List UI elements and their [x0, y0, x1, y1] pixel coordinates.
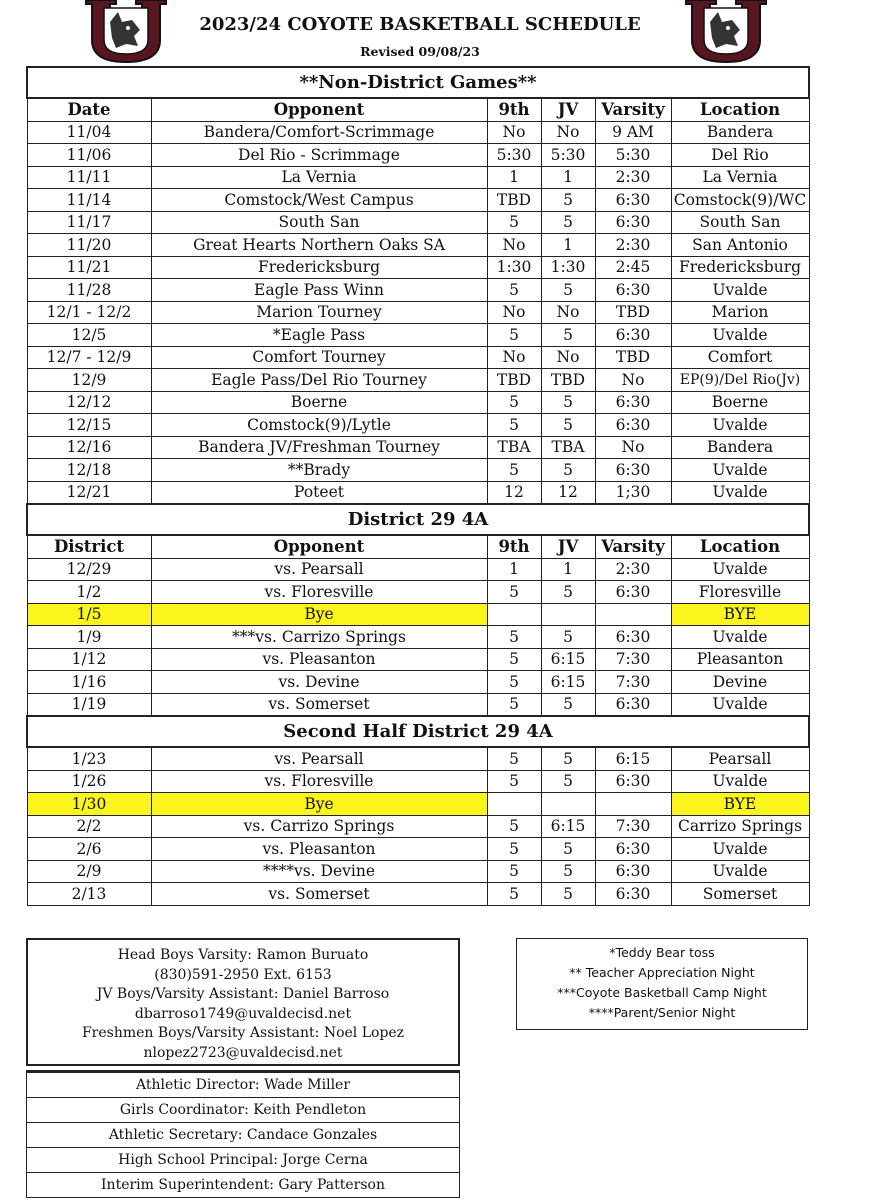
- game-date: 12/12: [27, 391, 151, 414]
- column-header: Varsity: [595, 98, 671, 121]
- game-opponent: vs. Somerset: [151, 883, 487, 906]
- game-varsity-time: 6:30: [595, 324, 671, 347]
- game-row: [27, 860, 809, 883]
- admin-line: Athletic Director: Wade Miller: [27, 1072, 460, 1098]
- game-date: 1/5: [27, 603, 151, 626]
- coach-line: Head Boys Varsity: Ramon Buruato: [117, 947, 369, 963]
- game-jv-time: 5: [541, 581, 595, 604]
- game-jv-time: 5: [541, 279, 595, 302]
- game-varsity-time: 5:30: [595, 144, 671, 167]
- game-location: Uvalde: [671, 414, 809, 437]
- game-varsity-time: 6:30: [595, 838, 671, 861]
- game-location: Uvalde: [671, 558, 809, 581]
- coach-line: dbarroso1749@uvaldecisd.net: [134, 1005, 352, 1022]
- game-9th-time: 5: [487, 211, 541, 234]
- game-location: Fredericksburg: [671, 256, 809, 279]
- column-header: Location: [671, 535, 809, 558]
- game-9th-time: 1: [487, 166, 541, 189]
- game-opponent: Eagle Pass/Del Rio Tourney: [151, 369, 487, 392]
- game-9th-time: 5: [487, 883, 541, 906]
- game-jv-time: 6:15: [541, 815, 595, 838]
- game-opponent: Bye: [151, 793, 487, 816]
- game-varsity-time: No: [595, 436, 671, 459]
- column-header: JV: [541, 535, 595, 558]
- bye-row: [27, 793, 809, 816]
- admin-line: Athletic Secretary: Candace Gonzales: [27, 1123, 460, 1148]
- game-date: 11/06: [27, 144, 151, 167]
- section-title-row: [27, 67, 809, 98]
- game-row: [27, 770, 809, 793]
- game-date: 11/28: [27, 279, 151, 302]
- game-9th-time: 5: [487, 324, 541, 347]
- game-varsity-time: 6:15: [595, 747, 671, 770]
- column-header: Opponent: [151, 98, 487, 121]
- game-opponent: vs. Pleasanton: [151, 648, 487, 671]
- game-jv-time: [541, 603, 595, 626]
- school-logo-left: [82, 0, 170, 64]
- game-varsity-time: 6:30: [595, 211, 671, 234]
- game-opponent: ***vs. Carrizo Springs: [151, 626, 487, 649]
- column-header: 9th: [487, 535, 541, 558]
- game-jv-time: 5: [541, 883, 595, 906]
- game-date: 1/12: [27, 648, 151, 671]
- game-opponent: ****vs. Devine: [151, 860, 487, 883]
- game-9th-time: 5: [487, 747, 541, 770]
- column-header: Location: [671, 98, 809, 121]
- game-varsity-time: 6:30: [595, 626, 671, 649]
- game-location: Pearsall: [671, 747, 809, 770]
- game-jv-time: 5: [541, 459, 595, 482]
- revised-date: Revised 09/08/23: [360, 44, 480, 59]
- game-location: Carrizo Springs: [671, 815, 809, 838]
- game-opponent: Bandera/Comfort-Scrimmage: [151, 121, 487, 144]
- game-location: La Vernia: [671, 166, 809, 189]
- game-9th-time: 5: [487, 815, 541, 838]
- game-9th-time: 5:30: [487, 144, 541, 167]
- game-varsity-time: 7:30: [595, 648, 671, 671]
- game-location: Uvalde: [671, 279, 809, 302]
- game-9th-time: No: [487, 121, 541, 144]
- game-opponent: Comfort Tourney: [151, 346, 487, 369]
- game-9th-time: 1: [487, 558, 541, 581]
- game-varsity-time: 6:30: [595, 883, 671, 906]
- admin-line: High School Principal: Jorge Cerna: [27, 1148, 460, 1173]
- game-location: Comfort: [671, 346, 809, 369]
- admin-line: Girls Coordinator: Keith Pendleton: [27, 1098, 460, 1123]
- game-varsity-time: 6:30: [595, 860, 671, 883]
- game-location: Somerset: [671, 883, 809, 906]
- column-header: JV: [541, 98, 595, 121]
- game-row: [27, 671, 809, 694]
- game-opponent: Fredericksburg: [151, 256, 487, 279]
- game-jv-time: No: [541, 121, 595, 144]
- game-varsity-time: 2:30: [595, 558, 671, 581]
- game-9th-time: 5: [487, 581, 541, 604]
- game-opponent: Marion Tourney: [151, 301, 487, 324]
- column-header-row: [27, 98, 809, 121]
- legend-notes-box: [516, 938, 808, 1030]
- game-date: 1/2: [27, 581, 151, 604]
- game-date: 12/21: [27, 481, 151, 504]
- game-varsity-time: 1;30: [595, 481, 671, 504]
- game-row: [27, 391, 809, 414]
- game-jv-time: 5: [541, 414, 595, 437]
- schedule-table: [26, 66, 810, 906]
- game-date: 1/26: [27, 770, 151, 793]
- game-jv-time: 12: [541, 481, 595, 504]
- game-row: [27, 838, 809, 861]
- game-jv-time: 5: [541, 211, 595, 234]
- game-opponent: Comstock(9)/Lytle: [151, 414, 487, 437]
- game-row: [27, 626, 809, 649]
- game-row: [27, 693, 809, 716]
- game-opponent: Del Rio - Scrimmage: [151, 144, 487, 167]
- game-opponent: vs. Floresville: [151, 770, 487, 793]
- game-row: [27, 279, 809, 302]
- game-jv-time: 1: [541, 166, 595, 189]
- game-location: Boerne: [671, 391, 809, 414]
- game-jv-time: 5: [541, 860, 595, 883]
- game-varsity-time: 6:30: [595, 459, 671, 482]
- game-jv-time: 5: [541, 324, 595, 347]
- game-row: [27, 256, 809, 279]
- game-row: [27, 301, 809, 324]
- game-date: 12/9: [27, 369, 151, 392]
- game-date: 11/21: [27, 256, 151, 279]
- game-varsity-time: 2:30: [595, 166, 671, 189]
- section-title-row: [27, 716, 809, 747]
- game-row: [27, 234, 809, 257]
- game-9th-time: 5: [487, 838, 541, 861]
- game-date: 1/30: [27, 793, 151, 816]
- game-location: EP(9)/Del Rio(Jv): [671, 369, 809, 392]
- game-location: Uvalde: [671, 626, 809, 649]
- game-location: BYE: [671, 603, 809, 626]
- game-jv-time: 5:30: [541, 144, 595, 167]
- game-location: Marion: [671, 301, 809, 324]
- game-location: Uvalde: [671, 693, 809, 716]
- game-9th-time: 5: [487, 391, 541, 414]
- game-location: South San: [671, 211, 809, 234]
- game-date: 2/6: [27, 838, 151, 861]
- coach-line: (830)591-2950 Ext. 6153: [154, 966, 332, 983]
- game-9th-time: 5: [487, 648, 541, 671]
- game-location: Uvalde: [671, 860, 809, 883]
- game-opponent: Great Hearts Northern Oaks SA: [151, 234, 487, 257]
- column-header: Opponent: [151, 535, 487, 558]
- game-varsity-time: [595, 603, 671, 626]
- game-9th-time: 5: [487, 414, 541, 437]
- game-date: 11/11: [27, 166, 151, 189]
- game-row: [27, 324, 809, 347]
- game-date: 12/1 - 12/2: [27, 301, 151, 324]
- game-9th-time: 1:30: [487, 256, 541, 279]
- game-varsity-time: 6:30: [595, 391, 671, 414]
- game-opponent: Bye: [151, 603, 487, 626]
- game-jv-time: No: [541, 346, 595, 369]
- game-varsity-time: 2:45: [595, 256, 671, 279]
- game-jv-time: 5: [541, 747, 595, 770]
- game-jv-time: 6:15: [541, 648, 595, 671]
- game-date: 11/17: [27, 211, 151, 234]
- game-opponent: vs. Pearsall: [151, 558, 487, 581]
- game-varsity-time: 6:30: [595, 279, 671, 302]
- game-varsity-time: TBD: [595, 301, 671, 324]
- game-jv-time: 5: [541, 189, 595, 212]
- game-date: 11/04: [27, 121, 151, 144]
- game-varsity-time: [595, 793, 671, 816]
- game-opponent: vs. Pearsall: [151, 747, 487, 770]
- game-9th-time: [487, 603, 541, 626]
- game-row: [27, 436, 809, 459]
- game-date: 12/16: [27, 436, 151, 459]
- game-jv-time: No: [541, 301, 595, 324]
- bye-row: [27, 603, 809, 626]
- game-date: 2/13: [27, 883, 151, 906]
- game-row: [27, 121, 809, 144]
- game-varsity-time: 7:30: [595, 815, 671, 838]
- game-row: [27, 558, 809, 581]
- game-date: 12/7 - 12/9: [27, 346, 151, 369]
- game-location: Bandera: [671, 436, 809, 459]
- game-location: Pleasanton: [671, 648, 809, 671]
- coach-line: nlopez2723@uvaldecisd.net: [143, 1044, 343, 1061]
- game-9th-time: 5: [487, 459, 541, 482]
- game-9th-time: 5: [487, 279, 541, 302]
- section-title: District 29 4A: [27, 504, 809, 535]
- game-9th-time: 5: [487, 671, 541, 694]
- game-row: [27, 883, 809, 906]
- column-header: 9th: [487, 98, 541, 121]
- game-location: Uvalde: [671, 770, 809, 793]
- game-9th-time: No: [487, 301, 541, 324]
- game-jv-time: 1: [541, 234, 595, 257]
- game-jv-time: 1: [541, 558, 595, 581]
- game-date: 12/15: [27, 414, 151, 437]
- legend-note: ** Teacher Appreciation Night: [569, 965, 755, 980]
- game-opponent: Boerne: [151, 391, 487, 414]
- school-logo-right: [682, 0, 770, 64]
- game-opponent: *Eagle Pass: [151, 324, 487, 347]
- game-varsity-time: No: [595, 369, 671, 392]
- legend-note: ****Parent/Senior Night: [588, 1005, 736, 1020]
- game-opponent: **Brady: [151, 459, 487, 482]
- game-location: BYE: [671, 793, 809, 816]
- game-jv-time: TBA: [541, 436, 595, 459]
- game-row: [27, 144, 809, 167]
- game-row: [27, 747, 809, 770]
- column-header-row: [27, 535, 809, 558]
- game-date: 1/9: [27, 626, 151, 649]
- game-jv-time: 5: [541, 693, 595, 716]
- game-row: [27, 166, 809, 189]
- game-row: [27, 369, 809, 392]
- game-opponent: vs. Devine: [151, 671, 487, 694]
- section-title: **Non-District Games**: [27, 67, 809, 98]
- game-location: Uvalde: [671, 459, 809, 482]
- game-9th-time: No: [487, 234, 541, 257]
- game-opponent: vs. Pleasanton: [151, 838, 487, 861]
- game-opponent: South San: [151, 211, 487, 234]
- game-location: Uvalde: [671, 324, 809, 347]
- game-date: 1/23: [27, 747, 151, 770]
- game-opponent: Eagle Pass Winn: [151, 279, 487, 302]
- game-jv-time: [541, 793, 595, 816]
- game-date: 11/14: [27, 189, 151, 212]
- game-jv-time: 5: [541, 770, 595, 793]
- game-9th-time: TBD: [487, 369, 541, 392]
- game-opponent: Bandera JV/Freshman Tourney: [151, 436, 487, 459]
- game-row: [27, 346, 809, 369]
- coach-line: JV Boys/Varsity Assistant: Daniel Barroso: [96, 986, 390, 1002]
- game-location: Uvalde: [671, 481, 809, 504]
- game-jv-time: 1:30: [541, 256, 595, 279]
- game-varsity-time: 6:30: [595, 581, 671, 604]
- game-9th-time: 12: [487, 481, 541, 504]
- game-9th-time: TBD: [487, 189, 541, 212]
- game-opponent: Poteet: [151, 481, 487, 504]
- game-opponent: vs. Carrizo Springs: [151, 815, 487, 838]
- game-jv-time: 6:15: [541, 671, 595, 694]
- game-9th-time: 5: [487, 860, 541, 883]
- section-title: Second Half District 29 4A: [27, 716, 809, 747]
- game-9th-time: No: [487, 346, 541, 369]
- game-varsity-time: 6:30: [595, 189, 671, 212]
- game-varsity-time: 6:30: [595, 693, 671, 716]
- game-varsity-time: 9 AM: [595, 121, 671, 144]
- game-date: 12/5: [27, 324, 151, 347]
- coach-line: Freshmen Boys/Varsity Assistant: Noel Lopez: [81, 1025, 405, 1041]
- legend-note: *Teddy Bear toss: [609, 945, 715, 960]
- game-jv-time: TBD: [541, 369, 595, 392]
- column-header: Varsity: [595, 535, 671, 558]
- game-location: Devine: [671, 671, 809, 694]
- administration-table: [26, 1070, 460, 1198]
- game-date: 2/2: [27, 815, 151, 838]
- game-varsity-time: 6:30: [595, 770, 671, 793]
- admin-line: Interim Superintendent: Gary Patterson: [27, 1173, 460, 1198]
- legend-note: ***Coyote Basketball Camp Night: [557, 985, 767, 1000]
- game-location: Floresville: [671, 581, 809, 604]
- game-varsity-time: 2:30: [595, 234, 671, 257]
- game-jv-time: 5: [541, 391, 595, 414]
- game-row: [27, 189, 809, 212]
- game-date: 2/9: [27, 860, 151, 883]
- game-opponent: La Vernia: [151, 166, 487, 189]
- game-date: 11/20: [27, 234, 151, 257]
- game-9th-time: [487, 793, 541, 816]
- game-date: 12/29: [27, 558, 151, 581]
- game-location: Del Rio: [671, 144, 809, 167]
- game-row: [27, 481, 809, 504]
- game-jv-time: 5: [541, 838, 595, 861]
- game-location: Bandera: [671, 121, 809, 144]
- game-row: [27, 459, 809, 482]
- game-location: San Antonio: [671, 234, 809, 257]
- game-opponent: vs. Somerset: [151, 693, 487, 716]
- game-row: [27, 211, 809, 234]
- game-location: Comstock(9)/WC: [671, 189, 809, 212]
- game-date: 1/19: [27, 693, 151, 716]
- column-header: Date: [27, 98, 151, 121]
- game-row: [27, 581, 809, 604]
- game-row: [27, 815, 809, 838]
- game-9th-time: 5: [487, 770, 541, 793]
- game-location: Uvalde: [671, 838, 809, 861]
- column-header: District: [27, 535, 151, 558]
- game-jv-time: 5: [541, 626, 595, 649]
- game-date: 12/18: [27, 459, 151, 482]
- game-date: 1/16: [27, 671, 151, 694]
- game-9th-time: 5: [487, 626, 541, 649]
- game-9th-time: TBA: [487, 436, 541, 459]
- game-9th-time: 5: [487, 693, 541, 716]
- game-varsity-time: TBD: [595, 346, 671, 369]
- page-title: 2023/24 COYOTE BASKETBALL SCHEDULE: [199, 14, 641, 35]
- game-row: [27, 648, 809, 671]
- game-opponent: Comstock/West Campus: [151, 189, 487, 212]
- game-varsity-time: 6:30: [595, 414, 671, 437]
- game-opponent: vs. Floresville: [151, 581, 487, 604]
- game-varsity-time: 7:30: [595, 671, 671, 694]
- section-title-row: [27, 504, 809, 535]
- game-row: [27, 414, 809, 437]
- coaches-contact-box: [26, 938, 460, 1066]
